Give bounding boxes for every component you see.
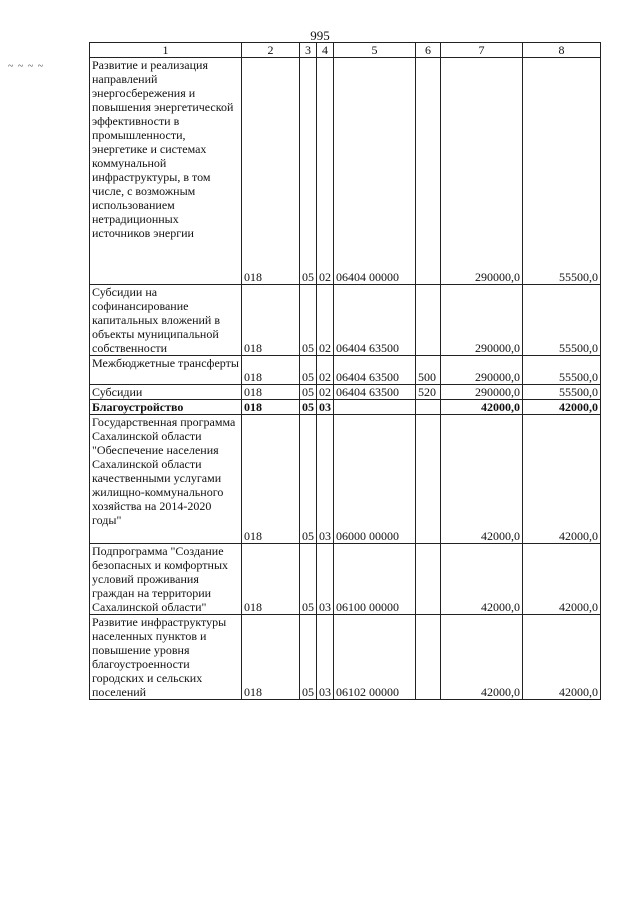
- row-sum-1: 290000,0: [441, 356, 523, 385]
- row-ministry: 018: [242, 58, 300, 285]
- row-expense: [416, 285, 441, 356]
- row-section: 05: [300, 400, 317, 415]
- table-row: [90, 58, 601, 285]
- row-sum-1: 42000,0: [441, 544, 523, 615]
- row-expense: [416, 544, 441, 615]
- table-row: [90, 400, 601, 415]
- row-subsection: 03: [317, 615, 334, 700]
- row-sum-2: 55500,0: [523, 285, 601, 356]
- row-target: 06404 00000: [334, 58, 416, 285]
- row-sum-1: 290000,0: [441, 285, 523, 356]
- table-row: [90, 285, 601, 356]
- row-ministry: 018: [242, 544, 300, 615]
- row-subsection: 02: [317, 58, 334, 285]
- row-sum-2: 42000,0: [523, 615, 601, 700]
- row-name: Развитие и реализация направлений энергосбережения и повышения энергетической эффективности в промышленности, энергетике и системах коммунальной инфраструктуры, в том числе, с возможным использованием нетрадиционных источников энергии: [90, 58, 242, 285]
- row-sum-2: 42000,0: [523, 400, 601, 415]
- row-sum-2: 55500,0: [523, 356, 601, 385]
- row-target: 06404 63500: [334, 385, 416, 400]
- header-cell-5: 5: [334, 43, 416, 58]
- row-section: 05: [300, 58, 317, 285]
- row-section: 05: [300, 544, 317, 615]
- row-subsection: 02: [317, 285, 334, 356]
- row-expense: [416, 400, 441, 415]
- row-sum-2: 42000,0: [523, 415, 601, 544]
- row-sum-2: 55500,0: [523, 385, 601, 400]
- table-row: [90, 615, 601, 700]
- row-target: 06404 63500: [334, 285, 416, 356]
- header-cell-8: 8: [523, 43, 601, 58]
- row-name: Благоустройство: [90, 400, 242, 415]
- row-section: 05: [300, 285, 317, 356]
- row-target: 06000 00000: [334, 415, 416, 544]
- header-cell-7: 7: [441, 43, 523, 58]
- row-target: 06100 00000: [334, 544, 416, 615]
- row-ministry: 018: [242, 285, 300, 356]
- row-name: Субсидии на софинансирование капитальных вложений в объекты муниципальной собственности: [90, 285, 242, 356]
- row-subsection: 03: [317, 415, 334, 544]
- header-cell-4: 4: [317, 43, 334, 58]
- header-row: [90, 43, 601, 58]
- table-row: [90, 385, 601, 400]
- row-ministry: 018: [242, 385, 300, 400]
- row-subsection: 02: [317, 385, 334, 400]
- row-sum-2: 42000,0: [523, 544, 601, 615]
- table-row: [90, 415, 601, 544]
- row-name: Развитие инфраструктуры населенных пунктов и повышение уровня благоустроенности городских и сельских поселений: [90, 615, 242, 700]
- row-subsection: 02: [317, 356, 334, 385]
- row-target: [334, 400, 416, 415]
- table-row: [90, 356, 601, 385]
- row-expense: 520: [416, 385, 441, 400]
- row-sum-1: 42000,0: [441, 400, 523, 415]
- budget-table: [89, 42, 601, 700]
- row-ministry: 018: [242, 415, 300, 544]
- row-section: 05: [300, 615, 317, 700]
- row-name: Подпрограмма "Создание безопасных и комфортных условий проживания граждан на территории Сахалинской области": [90, 544, 242, 615]
- row-expense: [416, 58, 441, 285]
- header-cell-3: 3: [300, 43, 317, 58]
- page-number: 995: [310, 28, 330, 43]
- header-cell-1: 1: [90, 43, 242, 58]
- row-subsection: 03: [317, 544, 334, 615]
- row-name: Государственная программа Сахалинской области "Обеспечение населения Сахалинской области качественными услугами жилищно-коммунального хозяйства на 2014-2020 годы": [90, 415, 242, 544]
- row-expense: [416, 615, 441, 700]
- row-name: Субсидии: [90, 385, 242, 400]
- row-subsection: 03: [317, 400, 334, 415]
- row-ministry: 018: [242, 615, 300, 700]
- row-expense: [416, 415, 441, 544]
- row-sum-1: 290000,0: [441, 385, 523, 400]
- row-section: 05: [300, 415, 317, 544]
- header-cell-2: 2: [242, 43, 300, 58]
- margin-mark: ~ ~ ~ ~: [8, 61, 45, 72]
- row-target: 06102 00000: [334, 615, 416, 700]
- row-name: Межбюджетные трансферты: [90, 356, 242, 385]
- row-ministry: 018: [242, 356, 300, 385]
- row-expense: 500: [416, 356, 441, 385]
- row-target: 06404 63500: [334, 356, 416, 385]
- table-row: [90, 544, 601, 615]
- row-sum-1: 42000,0: [441, 615, 523, 700]
- row-section: 05: [300, 356, 317, 385]
- header-cell-6: 6: [416, 43, 441, 58]
- row-sum-1: 290000,0: [441, 58, 523, 285]
- row-section: 05: [300, 385, 317, 400]
- row-ministry: 018: [242, 400, 300, 415]
- row-sum-2: 55500,0: [523, 58, 601, 285]
- row-sum-1: 42000,0: [441, 415, 523, 544]
